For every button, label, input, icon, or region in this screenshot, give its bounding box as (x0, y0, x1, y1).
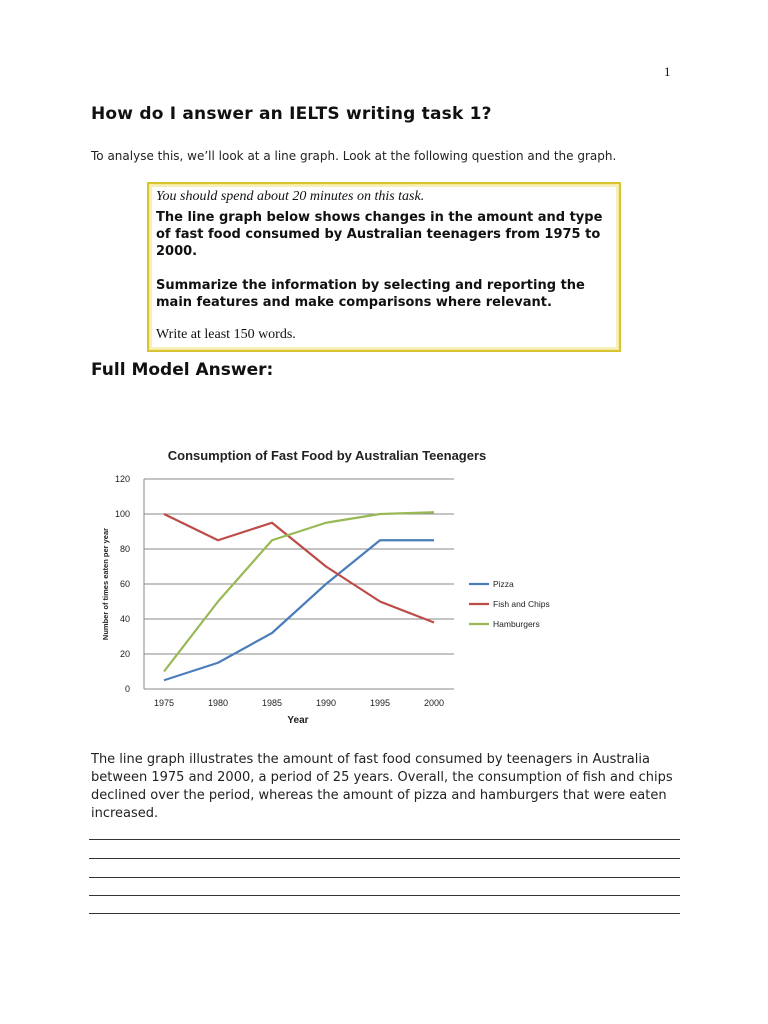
task-word-count: Write at least 150 words. (156, 327, 296, 342)
task-instruction: You should spend about 20 minutes on this task. (156, 189, 425, 204)
page-number: 1 (664, 64, 671, 79)
writing-line (89, 913, 680, 914)
y-tick-label: 120 (114, 474, 130, 484)
series-line-pizza (164, 540, 434, 680)
x-tick-label: 1995 (369, 698, 391, 708)
x-tick-label: 1975 (153, 698, 175, 708)
task-box (147, 182, 621, 352)
y-tick-label: 40 (119, 614, 130, 624)
x-tick-label: 1990 (315, 698, 337, 708)
y-tick-label: 60 (119, 579, 130, 589)
x-tick-label: 2000 (423, 698, 445, 708)
line-chart (96, 438, 566, 733)
y-tick-label: 80 (119, 544, 130, 554)
y-tick-label: 0 (124, 684, 130, 694)
task-directive: Summarize the information by selecting and reporting the main features and make comparisons where relevant. (156, 278, 585, 310)
writing-line (89, 839, 680, 840)
x-tick-label: 1980 (207, 698, 229, 708)
y-axis-label: Number of times eaten per year (101, 527, 110, 641)
x-tick-label: 1985 (261, 698, 283, 708)
y-tick-label: 100 (114, 509, 130, 519)
writing-line (89, 858, 680, 859)
series-line-fish-and-chips (164, 514, 434, 623)
legend-label-hamburgers: Hamburgers (493, 619, 540, 629)
intro-text: To analyse this, we’ll look at a line graph. Look at the following question and the graph. (91, 149, 617, 163)
writing-line (89, 877, 680, 878)
model-answer-heading: Full Model Answer: (91, 360, 274, 380)
writing-line (89, 895, 680, 896)
chart-title: Consumption of Fast Food by Australian Teenagers (167, 448, 487, 463)
page-heading: How do I answer an IELTS writing task 1? (91, 104, 492, 124)
legend-label-pizza: Pizza (493, 579, 514, 589)
task-question: The line graph below shows changes in the amount and type of fast food consumed by Australian teenagers from 1975 to 2000. (156, 210, 603, 259)
model-answer-paragraph: The line graph illustrates the amount of fast food consumed by teenagers in Australia between 1975 and 2000, a period of 25 years. Overall, the consumption of fish and chips declined over the period, whereas the amount of pizza and hamburgers that were eaten increased. (91, 752, 673, 821)
legend-label-fish-and-chips: Fish and Chips (493, 599, 550, 609)
x-axis-label: Year (287, 715, 309, 726)
series-line-hamburgers (164, 512, 434, 671)
y-tick-label: 20 (119, 649, 130, 659)
